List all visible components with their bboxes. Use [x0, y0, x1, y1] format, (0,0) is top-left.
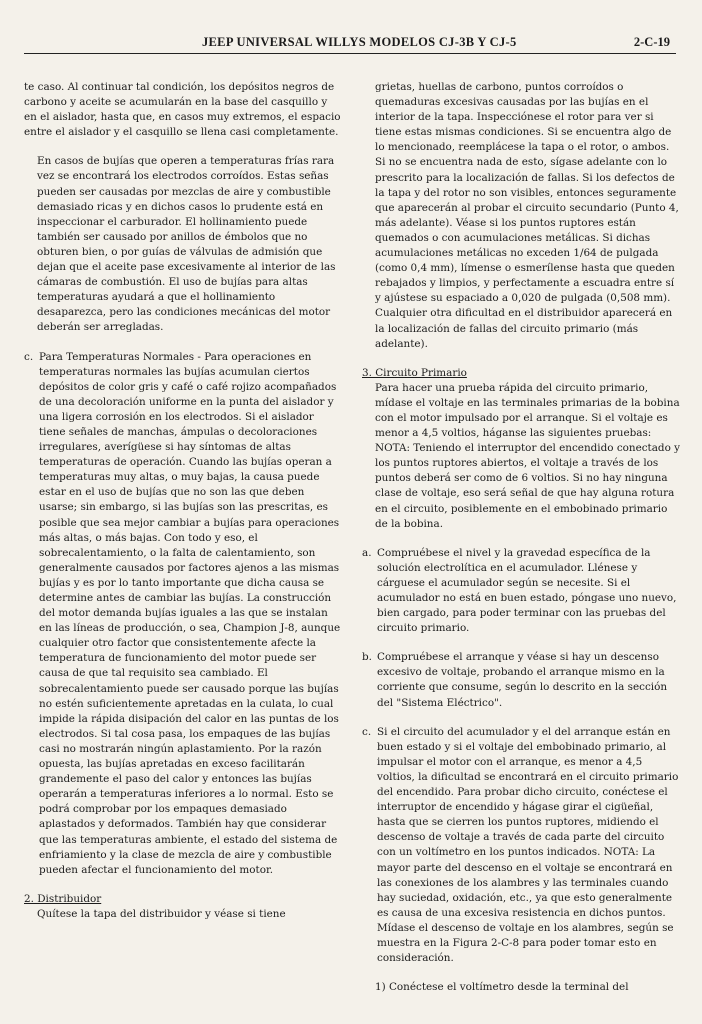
paragraph: 1) Conéctese el voltímetro desde la terminal del: [375, 981, 629, 994]
item-text: Si el circuito del acumulador y el del arranque están en buen estado y si el voltaje del embobinado primario, al impulsar el motor con el arranque, es menor a 4,5 voltios, la dificultad se encontrará en el circuito primario del encendido. Para probar dicho circuito, conéctese el interruptor de encendido y hágase girar el cigüeñal, hasta que se cierren los puntos ruptores, midiendo el descenso de voltaje a través de cada parte del circuito con un voltímetro en los puntos indicados. NOTA: La mayor parte del descenso en el voltaje se encontrará en las conexiones de los alambres y las terminales cuando hay suciedad, oxidación, etc., ya que esto generalmente es causa de una excesiva resistencia en dichos puntos. Mídase el descenso de voltaje en los alambres, según se muestra en la Figura 2-C-8 para poder tomar esto en consideración.: [377, 725, 679, 965]
section-heading: 2. Distribuidor: [24, 892, 102, 905]
item-label: a.: [362, 546, 372, 559]
item-label: c.: [24, 350, 34, 363]
item-text: Para Temperaturas Normales - Para operaciones en temperaturas normales las bujías acumulan ciertos depósitos de color gris y café o café rojizo acompañados de una decoloración uniforme en la punta del aislador y una ligera corrosión en los electrodos. Si el aislador tiene señales de manchas, ámpulas o decoloraciones irregulares, averígüese si hay síntomas de altas temperaturas de operación. Cuando las bujías operan a temperaturas muy altas, o muy bajas, la causa puede estar en el uso de bujías que no son las que deben usarse; sin embargo, si las bujías son las prescritas, es posible que sea mejor cambiar a bujías para operaciones más altas, o más bajas. Con todo y eso, el sobrecalentamiento, o la falta de calentamiento, son generalmente causados por factores ajenos a las mismas bujías y es por lo tanto importante que dicha causa se determine antes de cambiar las bujías. La construcción del motor demanda bujías iguales a las que se instalan en las líneas de producción, o sea, Champion J-8, aunque cualquier otro factor que consistentemente afecte la temperatura de funcionamiento del motor puede ser causa de que tal requisito sea cambiado. El sobrecalentamiento puede ser causado porque las bujías no estén suficientemente apretadas en la culata, lo cual impide la rápida disipación del calor en las puntas de los electrodos. Si tal cosa pasa, los empaques de las bujías casi no mostrarán ningún aplastamiento. Por la razón opuesta, las bujías apretadas en exceso facilitarán grandemente el paso del calor y entonces las bujías operarán a temperaturas inferiores a lo normal. Esto se podrá comprobar por los empaques demasiado aplastados y deformados. También hay que considerar que las temperaturas ambiente, el estado del sistema de enfriamiento y la clase de mezcla de aire y combustible pueden afectar el funcionamiento del motor.: [39, 350, 341, 876]
left-column: [24, 80, 342, 1000]
section-circuito-primario: [362, 366, 680, 532]
paragraph: grietas, huellas de carbono, puntos corroídos o quemaduras excesivas causadas por las bujías en el interior de la tapa. Inspecciónese el rotor para ver si tiene estas mismas condiciones. Si se encuentra algo de lo mencionado, reemplácese la tapa o el rotor, o ambos. Si no se encuentra nada de esto, sígase adelante con lo prescrito para la localización de fallas. Si los defectos de la tapa y del rotor no son visibles, entonces seguramente que aparecerán al probar el circuito secundario (Punto 4, más adelante). Véase si los puntos ruptores están quemados o con acumulaciones metálicas. Si dichas acumulaciones metálicas no exceden 1/64 de pulgada (como 0,4 mm), límense o esmerílense hasta que queden rebajados y limpios, y perfectamente a escuadra entre sí y ajústese su espaciado a 0,020 de pulgada (0,508 mm). Cualquier otra dificultad en el distribuidor aparecerá en la localización de fallas del circuito primario (más adelante).: [375, 81, 679, 350]
section-heading: 3. Circuito Primario: [362, 366, 467, 379]
list-item-a: [362, 546, 680, 637]
item-text: Compruébese el arranque y véase si hay un descenso excesivo de voltaje, probando el arranque mismo en la corriente que consume, según lo descrito en la sección del "Sistema Eléctrico".: [377, 651, 668, 709]
paragraph: En casos de bujías que operen a temperaturas frías rara vez se encontrará los electrodos corroídos. Estas señas pueden ser causadas por mezclas de aire y combustible demasiado ricas y en dichos casos lo prudente está en inspeccionar el carburador. El hollinamiento puede también ser causado por anillos de émbolos que no obturen bien, o por guías de válvulas de admisión que dejan que el aceite pase excesivamente al interior de las cámaras de combustión. El uso de bujías para altas temperaturas ayudará a que el hollinamiento desaparezca, pero las condiciones mecánicas del motor deberán ser arregladas.: [37, 155, 336, 334]
header-title: JEEP UNIVERSAL WILLYS MODELOS CJ-3B Y CJ-5: [202, 35, 517, 49]
list-item-c: [362, 725, 680, 967]
section-distribuidor: [24, 892, 342, 922]
item-label: b.: [362, 651, 372, 664]
page-header: [24, 33, 676, 55]
item-label: c.: [362, 725, 372, 738]
right-column: [362, 80, 680, 1000]
list-item-b: [362, 650, 680, 710]
paragraph: te caso. Al continuar tal condición, los depósitos negros de carbono y aceite se acumularán en la base del casquillo y en el aislador, hasta que, en casos muy extremos, el espacio entre el aislador y el casquillo se llena casi completamente.: [24, 81, 341, 139]
item-text: Compruébese el nivel y la gravedad específica de la solución electrolítica en el acumulador. Llénese y cárguese el acumulador según se necesite. Si el acumulador no está en buen estado, póngase uno nuevo, bien cargado, para poder terminar con las pruebas del circuito primario.: [377, 546, 677, 635]
page-number: 2-C-19: [633, 35, 670, 49]
header-rule: [24, 53, 676, 54]
list-item-c: [24, 350, 342, 878]
section-text: Para hacer una prueba rápida del circuito primario, mídase el voltaje en las terminales primarias de la bobina con el motor impulsado por el arranque. Si el voltaje es menor a 4,5 voltios, háganse las siguientes pruebas: NOTA: Teniendo el interruptor del encendido conectado y los puntos ruptores abiertos, el voltaje a través de los puntos deberá ser como de 6 voltios. Si no hay ninguna clase de voltaje, eso será señal de que hay alguna rotura en el circuito, posiblemente en el embobinado primario de la bobina.: [375, 381, 680, 530]
section-text: Quítese la tapa del distribuidor y véase si tiene: [37, 907, 286, 920]
